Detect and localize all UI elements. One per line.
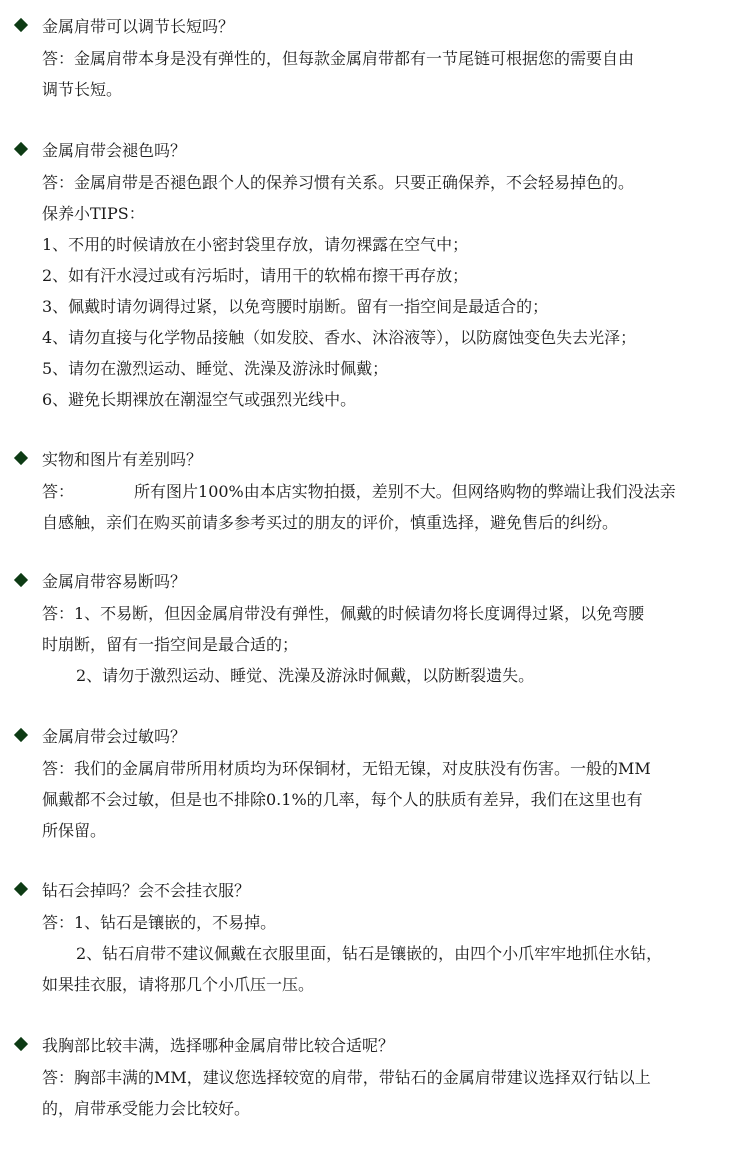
faq-question-1: 金属肩带可以调节长短吗？ (16, 12, 234, 42)
faq-answer-line: 2、请勿于激烈运动、睡觉、洗澡及游泳时佩戴，以防断裂遗失。 (76, 666, 535, 685)
faq-answer-line: 调节长短。 (42, 80, 123, 99)
faq-answer-line: 答：金属肩带本身是没有弹性的，但每款金属肩带都有一节尾链可根据您的需要自由 (42, 49, 635, 68)
diamond-bullet-icon (14, 573, 28, 587)
faq-answer-line: 1、不用的时候请放在小密封袋里存放，请勿裸露在空气中； (42, 235, 469, 254)
faq-question-6: 钻石会掉吗？会不会挂衣服？ (16, 876, 250, 906)
faq-question-2: 金属肩带会褪色吗？ (16, 136, 186, 166)
faq-question-5: 金属肩带会过敏吗？ (16, 722, 186, 752)
faq-answer-line: 答：金属肩带是否褪色跟个人的保养习惯有关系。只要正确保养，不会轻易掉色的。 (42, 173, 635, 192)
faq-answer-line: 如果挂衣服，请将那几个小爪压一压。 (42, 975, 315, 994)
answer-text: 所有图片100%由本店实物拍摄，差别不大。但网络购物的弊端让我们没法亲 (134, 482, 676, 501)
faq-answer-line: 保养小TIPS： (42, 204, 145, 223)
faq-answer-line: 答：1、钻石是镶嵌的，不易掉。 (42, 913, 277, 932)
diamond-bullet-icon (14, 18, 28, 32)
faq-answer-line: 自感触，亲们在购买前请多参考买过的朋友的评价，慎重选择，避免售后的纠纷。 (42, 513, 619, 532)
faq-answer-line: 的，肩带承受能力会比较好。 (42, 1099, 251, 1118)
faq-answer-line: 6、避免长期裸放在潮湿空气或强烈光线中。 (42, 390, 357, 409)
diamond-bullet-icon (14, 882, 28, 896)
diamond-bullet-icon (14, 728, 28, 742)
faq-answer-line: 答：我们的金属肩带所用材质均为环保铜材，无铅无镍，对皮肤没有伤害。一般的MM (42, 759, 651, 778)
faq-answer-line: 4、请勿直接与化学物品接触（如发胶、香水、沐浴液等），以防腐蚀变色失去光泽； (42, 328, 637, 347)
faq-answer-line: 3、佩戴时请勿调得过紧，以免弯腰时崩断。留有一指空间是最适合的； (42, 297, 549, 316)
faq-answer-line: 2、如有汗水浸过或有污垢时，请用干的软棉布擦干再存放； (42, 266, 469, 285)
faq-question-3: 实物和图片有差别吗？ (16, 445, 202, 475)
faq-answer-line (42, 476, 676, 507)
faq-answer-line: 佩戴都不会过敏，但是也不排除0.1%的几率，每个人的肤质有差异，我们在这里也有 (42, 790, 643, 809)
faq-answer-line: 所保留。 (42, 821, 107, 840)
faq-answer-line: 答：1、不易断，但因金属肩带没有弹性，佩戴的时候请勿将长度调得过紧，以免弯腰 (42, 604, 645, 623)
faq-answer-line: 5、请勿在激烈运动、睡觉、洗澡及游泳时佩戴； (42, 359, 389, 378)
diamond-bullet-icon (14, 142, 28, 156)
diamond-bullet-icon (14, 451, 28, 465)
faq-answer-line: 2、钻石肩带不建议佩戴在衣服里面，钻石是镶嵌的，由四个小爪牢牢地抓住水钻， (76, 944, 663, 963)
faq-answer-line: 时崩断，留有一指空间是最合适的； (42, 635, 299, 654)
diamond-bullet-icon (14, 1037, 28, 1051)
faq-question-7: 我胸部比较丰满，选择哪种金属肩带比较合适呢？ (16, 1031, 394, 1061)
faq-answer-line: 答：胸部丰满的MM，建议您选择较宽的肩带，带钻石的金属肩带建议选择双行钻以上 (42, 1068, 651, 1087)
faq-question-4: 金属肩带容易断吗？ (16, 567, 186, 597)
answer-prefix: 答： (42, 482, 75, 501)
